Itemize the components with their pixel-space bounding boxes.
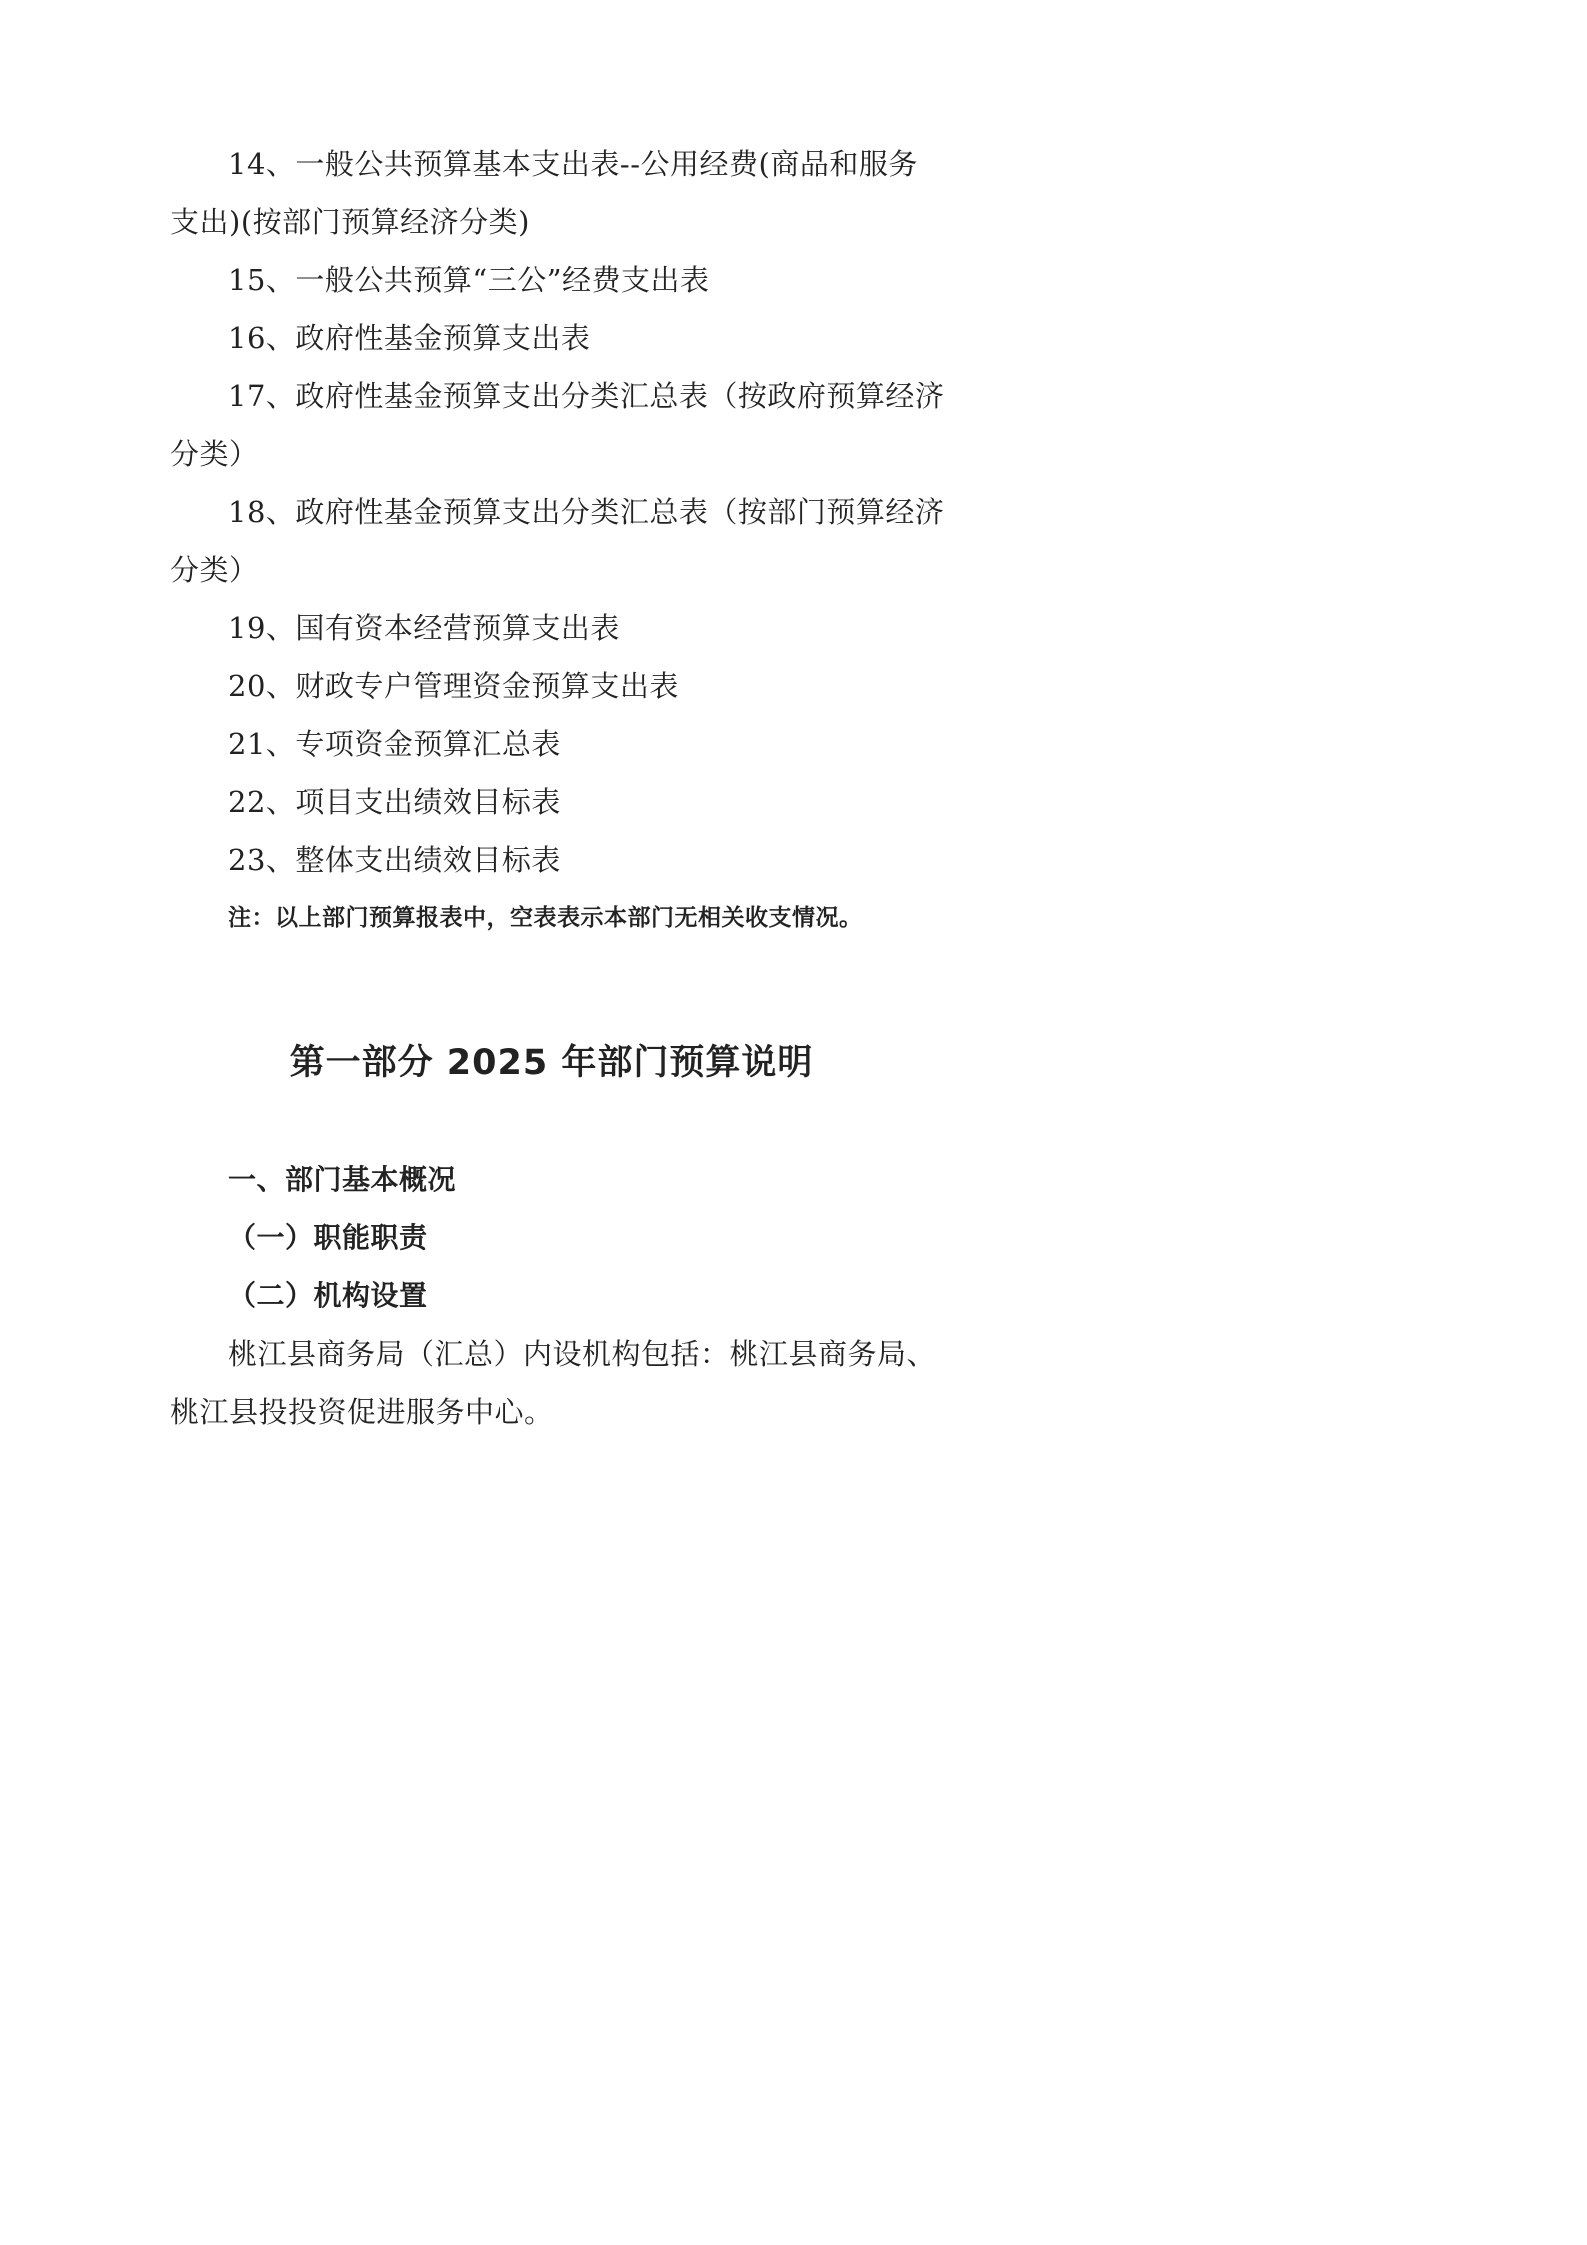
part-title: 第一部分 2025 年部门预算说明 <box>289 1043 814 1083</box>
body-paragraph-line1: 桃江县商务局（汇总）内设机构包括：桃江县商务局、 <box>228 1337 937 1371</box>
body-paragraph-line2: 桃江县投投资促进服务中心。 <box>170 1395 554 1429</box>
list-item-19: 19、国有资本经营预算支出表 <box>228 611 620 645</box>
sub-heading-organization: （二）机构设置 <box>228 1279 428 1312</box>
list-item-16: 16、政府性基金预算支出表 <box>228 321 591 355</box>
sub-heading-duties: （一）职能职责 <box>228 1221 428 1254</box>
list-item-18-continued: 分类） <box>170 553 259 587</box>
list-item-22: 22、项目支出绩效目标表 <box>228 785 561 819</box>
note-text: 注：以上部门预算报表中，空表表示本部门无相关收支情况。 <box>228 905 863 931</box>
list-item-23: 23、整体支出绩效目标表 <box>228 843 561 877</box>
list-item-18: 18、政府性基金预算支出分类汇总表（按部门预算经济 <box>228 495 945 529</box>
list-item-17-continued: 分类） <box>170 437 259 471</box>
list-item-14: 14、一般公共预算基本支出表--公用经费(商品和服务 <box>228 147 918 181</box>
list-item-17: 17、政府性基金预算支出分类汇总表（按政府预算经济 <box>228 379 945 413</box>
document-page <box>0 0 1103 1560</box>
list-item-20: 20、财政专户管理资金预算支出表 <box>228 669 679 703</box>
list-item-14-continued: 支出)(按部门预算经济分类) <box>170 205 530 239</box>
list-item-15: 15、一般公共预算“三公”经费支出表 <box>228 263 710 297</box>
section-heading: 一、部门基本概况 <box>228 1163 457 1196</box>
list-item-21: 21、专项资金预算汇总表 <box>228 727 561 761</box>
